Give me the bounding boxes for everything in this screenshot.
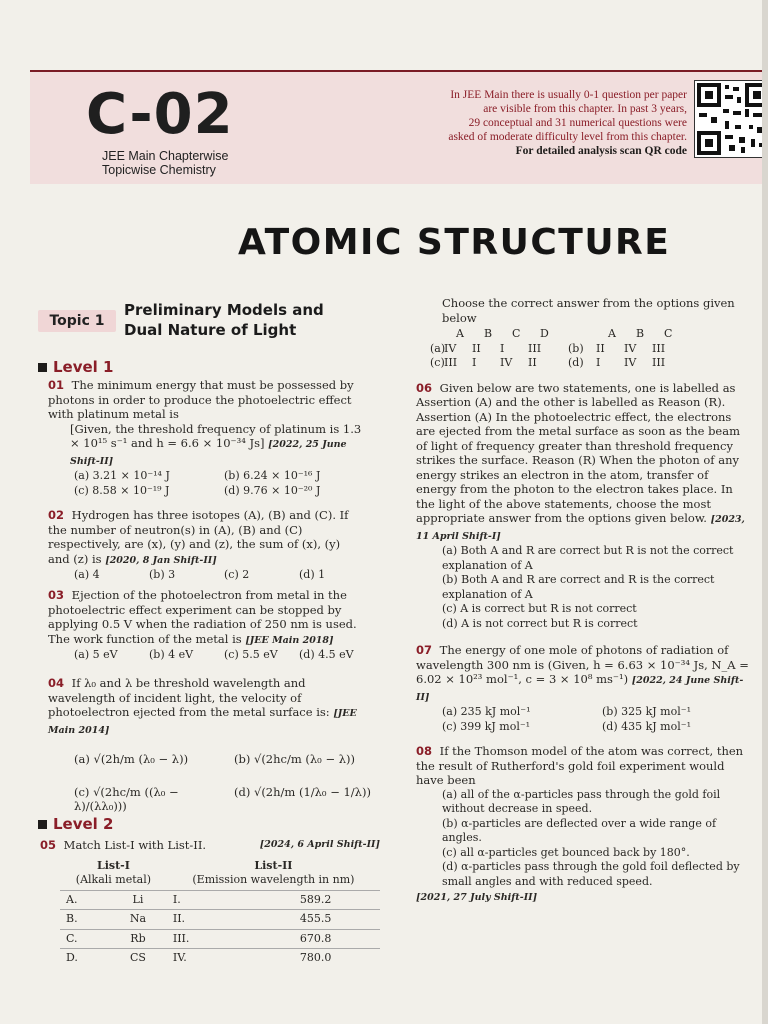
topic-title-line: Dual Nature of Light [124,321,297,339]
row-key: D. [60,949,109,968]
key-cell: II [472,341,481,355]
source-tag: [JEE Main 2014] [48,708,357,736]
key-cell: I [472,356,477,369]
key-cell: III [528,341,542,355]
key-head: C [664,327,673,340]
key-head: A [456,327,464,340]
key-head: B [484,327,493,340]
option-b[interactable]: (b) 3 [149,568,176,581]
row-wavelength: 455.5 [251,910,380,930]
key-cell: IV [500,356,513,369]
option-d[interactable]: (d) 435 kJ mol⁻¹ [602,719,691,733]
assertion-text: Assertion (A) In the photoelectric effect, the electrons are ejected from the metal surface as soon as the beam of light of frequency greater than threshold frequency strikes the surface. [416,409,740,467]
key-cell: (b) [568,341,584,355]
list1-head [60,857,167,891]
given-values: (Given, h = 6.63 × 10⁻³⁴ Js, N_A = 6.02 × 10²³ mol⁻¹, c = 3 × 10⁸ ms⁻¹) [416,657,749,686]
given-text [70,422,363,470]
note-line: asked of moderate difficulty level from this chapter. [448,131,687,143]
row-value: Na [109,910,167,930]
question-number: 06 [416,380,433,395]
bullet-square-icon [38,820,47,829]
question-number: 01 [48,378,65,392]
note-line: are visible from this chapter. In past 3 years, [483,103,687,115]
question-07 [416,643,751,734]
key-head: C [512,327,521,340]
options [442,705,751,734]
row-wavelength: 589.2 [251,890,380,910]
option-c[interactable]: (c) 5.5 eV [224,648,278,661]
question-text: The energy of one mole of photons of radiation of wavelength 300 nm is [416,643,729,672]
question-text: Match List-I with List-II. [63,838,207,852]
key-cell: II [596,341,605,355]
instruction-text: In the light of the above statements, choose the most appropriate answer from the options given below. [416,482,733,525]
right-column [416,296,751,906]
note-line: 29 conceptual and 31 numerical questions were [468,117,687,129]
key-cell: (a) [430,341,446,355]
question-text: Given below are two statements, one is labelled as Assertion (A) and the other is labelled as Reason (R). [416,380,736,409]
key-cell: I [596,356,601,369]
question-04 [48,676,371,814]
answer-key-row[interactable] [430,356,751,371]
option-a[interactable]: (a) √(2h/m (λ₀ − λ)) [74,752,189,766]
option-b[interactable]: (b) 4 eV [149,648,194,661]
instruction-text: Choose the correct answer from the options given below [442,296,735,325]
question-text: The minimum energy that must be possessed by photons in order to produce the photoelectric effect with platinum metal is [48,378,354,421]
option-d[interactable]: (d) 4.5 eV [299,648,354,661]
row-key: B. [60,910,109,930]
question-number: 02 [48,508,65,522]
source-tag: [2021, 27 July Shift-II] [416,892,538,903]
bullet-square-icon [38,363,47,372]
key-cell: III [652,341,666,355]
question-06 [416,381,751,632]
row-value: CS [109,949,167,968]
options [74,568,363,583]
list2-head [167,857,380,891]
key-cell: IV [444,341,457,355]
scan-note: For detailed analysis scan QR code [515,145,687,157]
option-b[interactable]: (b) α-particles are deflected over a wide range of angles. [442,816,717,844]
row-value: Li [109,890,167,910]
list-sub: (Emission wavelength in nm) [192,873,355,886]
option-a[interactable]: (a) Both A and R are correct but R is not the correct explanation of A [442,544,734,572]
qr-code-icon[interactable] [694,80,762,158]
question-text: If the Thomson model of the atom was correct, then the result of Rutherford's gold foil experiment would have been [416,744,744,787]
options [74,752,371,814]
option-a[interactable]: (a) all of the α-particles pass through the gold foil without decrease in speed. [442,787,721,815]
series-name [102,149,228,177]
option-d[interactable]: (d) 9.76 × 10⁻²⁰ J [224,483,321,497]
list-head: List-I [96,858,130,872]
key-cell: (d) [568,356,584,369]
topic-title [124,300,324,340]
topic-title-line: Preliminary Models and [124,301,324,319]
row-roman: I. [167,890,251,910]
option-c[interactable]: (c) 8.58 × 10⁻¹⁹ J [74,483,170,497]
option-b[interactable]: (b) 6.24 × 10⁻¹⁶ J [224,469,321,482]
question-08 [416,744,751,906]
list-head: List-II [254,858,293,872]
list-sub: (Alkali metal) [75,873,152,886]
chapter-code: C-02 [86,82,234,147]
key-head: A [608,327,616,340]
key-cell: II [528,356,537,369]
question-text: Ejection of the photoelectron from metal in the photoelectric effect experiment can be stopped by applying 0.5 V when the radiation of 250 nm is used. The work function of the metal is [48,588,357,646]
reason-text: Reason (R) When the photon of any energy strikes an electron in the atom, transfer of energy from the photon to the electron takes place. [416,453,739,496]
key-cell: IV [624,341,637,355]
option-c[interactable]: (c) 399 kJ mol⁻¹ [442,719,531,733]
question-03 [48,588,363,663]
row-wavelength: 780.0 [251,949,380,968]
table-row [60,929,380,949]
option-c[interactable]: (c) √(2hc/m ((λ₀ − λ)/(λλ₀))) [74,784,179,813]
level-label: Level 1 [53,358,114,376]
option-a[interactable]: (a) 3.21 × 10⁻¹⁴ J [74,469,170,482]
topic-badge: Topic 1 [38,310,116,332]
series-line: JEE Main Chapterwise [102,149,229,163]
row-roman: IV. [167,949,251,968]
match-table [60,857,380,968]
option-d[interactable]: (d) α-particles pass through the gold foil deflected by small angles and with reduced speed. [442,860,740,888]
source-tag: [2024, 6 April Shift-II] [259,839,380,850]
level-label: Level 2 [53,815,114,833]
key-cell: I [500,341,505,355]
question-text: Hydrogen has three isotopes (A), (B) and (C). If the number of neutron(s) in (A), (B) and (C) respectively, are (x), (y) and (z), the sum of (x), (y) and (z) is [48,508,349,566]
row-roman: III. [167,929,251,949]
source-tag: [JEE Main 2018] [245,634,334,646]
option-a[interactable]: (a) 4 [74,568,100,581]
row-key: A. [60,890,109,910]
question-05 [40,838,380,968]
source-tag: [2020, 8 Jan Shift-II] [105,554,217,566]
question-02 [48,508,363,583]
table-row [60,949,380,968]
option-d[interactable]: (d) 1 [299,568,326,581]
level-heading [38,815,113,833]
option-c[interactable]: (c) all α-particles get bounced back by 180°. [442,845,690,859]
question-number: 07 [416,643,433,657]
level-heading [38,358,113,376]
options [74,469,363,498]
row-wavelength: 670.8 [251,929,380,949]
key-cell: III [444,356,458,369]
question-01 [48,378,363,498]
key-cell: IV [624,356,637,369]
row-roman: II. [167,910,251,930]
answer-key-grid [442,327,751,342]
option-a[interactable]: (a) 235 kJ mol⁻¹ [442,705,531,718]
options [74,648,363,663]
answer-key-row[interactable] [430,342,751,357]
option-c[interactable]: (c) A is correct but R is not correct [442,602,637,615]
source-tag: [2022, 25 June Shift-II] [70,439,347,467]
chapter-banner [30,70,762,184]
option-a[interactable]: (a) 5 eV [74,648,118,661]
key-cell: III [652,356,666,369]
key-head: B [636,327,645,340]
question-number: 05 [40,838,57,852]
source-tag: [2022, 24 June Shift-II] [416,675,744,703]
chapter-note [372,88,687,158]
option-d[interactable]: (d) A is not correct but R is correct [442,616,638,630]
option-b[interactable]: (b) √(2hc/m (λ₀ − λ)) [234,752,355,766]
question-text: If λ₀ and λ be threshold wavelength and wavelength of incident light, the velocity of photoelectron ejected from the metal surface is: [48,676,330,719]
row-key: C. [60,929,109,949]
question-number: 03 [48,588,65,602]
key-head: D [540,327,549,340]
series-line: Topicwise Chemistry [102,163,216,177]
row-value: Rb [109,929,167,949]
question-number: 08 [416,744,433,758]
option-d[interactable]: (d) √(2h/m (1/λ₀ − 1/λ)) [234,784,371,799]
table-row [60,890,380,910]
option-c[interactable]: (c) 2 [224,568,250,581]
question-number: 04 [48,676,65,690]
option-b[interactable]: (b) 325 kJ mol⁻¹ [602,705,691,718]
note-line: In JEE Main there is usually 0-1 question per paper [450,89,687,101]
option-b[interactable]: (b) Both A and R are correct and R is the correct explanation of A [442,573,715,601]
chapter-title: ATOMIC STRUCTURE [238,222,671,263]
given-values: [Given, the threshold frequency of platinum is 1.3 × 10¹⁵ s⁻¹ and h = 6.6 × 10⁻³⁴ Js] [70,421,362,450]
table-row [60,910,380,930]
key-cell: (c) [430,356,445,369]
source-tag: [2023, 11 April Shift-I] [416,514,745,542]
